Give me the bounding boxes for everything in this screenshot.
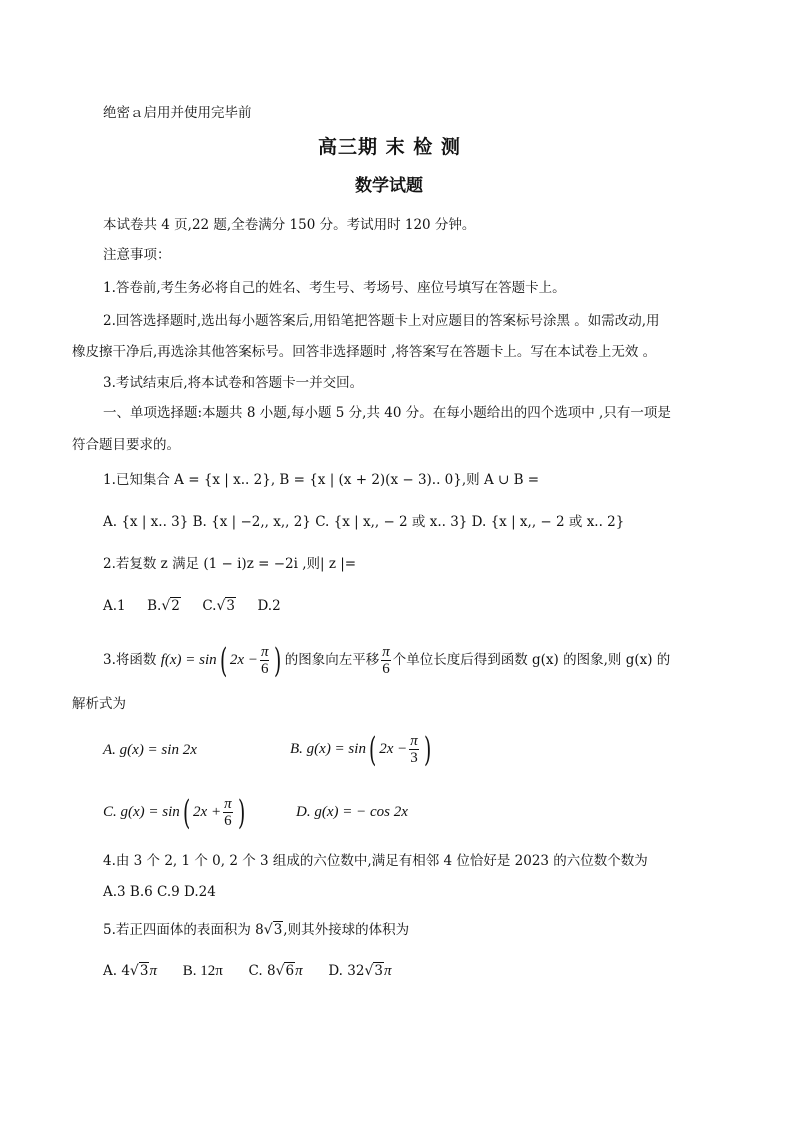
q2-stem: 2.若复数 z 满足 (1 − i)z = −2i ,则| z |=: [103, 556, 357, 572]
q3-option-b: B. g(x) = sin( 2x − $\frac{\pi}{3}$ ): [290, 729, 432, 770]
exam-overview: 本试卷共 4 页,22 题,全卷满分 150 分。考试用时 120 分钟。: [103, 217, 476, 233]
note-3: 3.考试结束后,将本试卷和答题卡一并交回。: [103, 375, 364, 391]
q5-options: [103, 962, 391, 980]
q3-pi-over-6: $\frac{\pi}{6}$: [260, 644, 269, 677]
secrecy-note: 绝密ａ启用并使用完毕前: [103, 105, 252, 121]
notes-heading: 注意事项：: [103, 247, 171, 263]
q2-options: [103, 597, 281, 615]
q5-option-b: B. 12π: [182, 963, 223, 979]
q2-option-a: A.1: [103, 598, 126, 614]
exam-subject: 数学试题: [355, 176, 423, 196]
q3-option-c: C. g(x) = sin( 2x + $\frac{\pi}{6}$ ): [103, 792, 245, 833]
exam-title: 高三期 末 检 测: [318, 136, 461, 158]
q3-stem: 3.将函数 f(x) = sin( 2x − $\frac{\pi}{6}$ ) 的图象向左平移 $\frac{\pi}{6}$ 个单位长度后得到函数 g(x) 的图象,则 g(x) 的: [103, 640, 671, 681]
q2-option-d: D.2: [257, 598, 281, 614]
q1-options: A. {x | x.. 3} B. {x | −2,, x,, 2} C. {x | x,, − 2 或 x.. 3} D. {x | x,, − 2 或 x.. 2}: [103, 514, 625, 530]
q3-option-a: A. g(x) = sin 2x: [103, 742, 197, 758]
q3-option-d: D. g(x) = − cos 2x: [296, 804, 408, 820]
q3-stem-line2: 解析式为: [72, 696, 126, 712]
q5-stem: 5.若正四面体的表面积为 8√3,则其外接球的体积为: [103, 922, 410, 938]
q2-option-b: B.√2: [147, 598, 180, 614]
section1-heading-line2: 符合题目要求的。: [72, 437, 180, 453]
q4-options: A.3 B.6 C.9 D.24: [103, 884, 216, 900]
note-1: 1.答卷前,考生务必将自己的姓名、考生号、考场号、座位号填写在答题卡上。: [103, 280, 566, 296]
q3-shift-fraction: $\frac{\pi}{6}$: [382, 644, 390, 677]
q1-stem: 1.已知集合 A = {x | x.. 2}, B = {x | (x + 2)(x − 3).. 0},则 A ∪ B =: [103, 472, 540, 488]
q5-option-a: A. 4√3π: [103, 963, 157, 979]
q5-option-d: D. 32√3π: [328, 963, 392, 979]
note-2-line2: 橡皮擦干净后,再选涂其他答案标号。回答非选择题时 ,将答案写在答题卡上。写在本试卷上无效 。: [72, 344, 657, 360]
note-2-line1: 2.回答选择题时,选出每小题答案后,用铅笔把答题卡上对应题目的答案标号涂黑 。如需改动,用: [103, 313, 660, 329]
section1-heading-line1: 一、单项选择题:本题共 8 小题,每小题 5 分,共 40 分。在每小题给出的四个选项中 ,只有一项是: [103, 405, 671, 421]
q4-stem: 4.由 3 个 2, 1 个 0, 2 个 3 组成的六位数中,满足有相邻 4 位恰好是 2023 的六位数个数为: [103, 853, 648, 869]
q5-option-c: C. 8√6π: [248, 963, 303, 979]
q2-option-c: C.√3: [202, 598, 235, 614]
